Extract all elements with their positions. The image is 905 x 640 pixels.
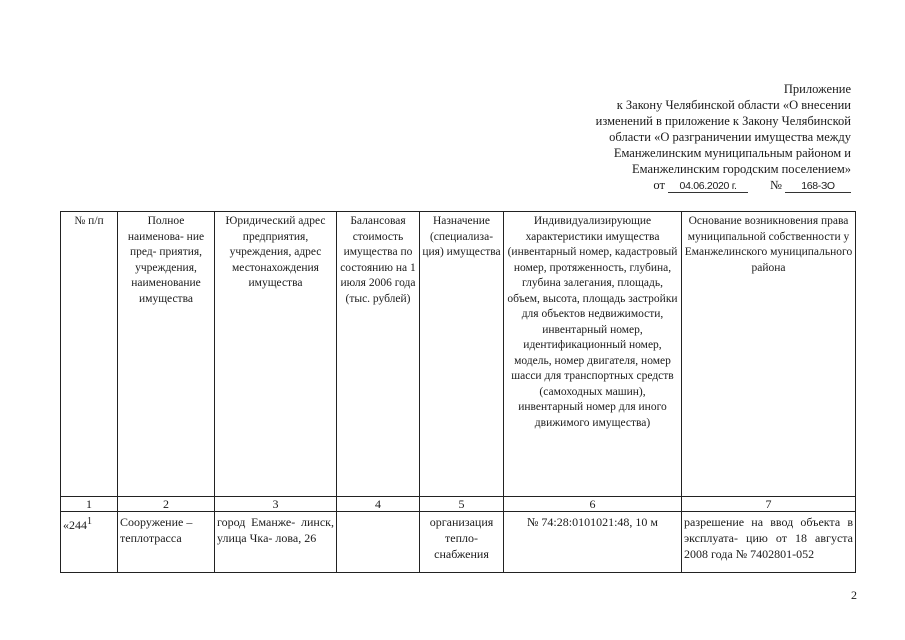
col-header-address: Юридический адрес предприятия, учреждения, адрес местонахождения имущества <box>215 212 337 497</box>
row-number-text: «244 <box>63 518 87 532</box>
column-number-row <box>61 497 856 512</box>
row-number-superscript: 1 <box>87 516 92 527</box>
col-header-basis: Основание возникновения права муниципальной собственности у Еманжелинского муниципального района <box>682 212 856 497</box>
col-header-purpose: Назначение (специализа- ция) имущества <box>420 212 504 497</box>
header-line: Приложение <box>783 82 851 96</box>
column-number: 4 <box>337 497 420 512</box>
number-label: № <box>769 178 782 192</box>
row-purpose: организация тепло- снабжения <box>420 512 504 573</box>
col-header-balance: Балансовая стоимость имущества по состоянию на 1 июля 2006 года (тыс. рублей) <box>337 212 420 497</box>
table-header-row <box>61 212 856 497</box>
law-date-number <box>653 178 851 193</box>
law-number: 168-ЗО <box>785 180 851 193</box>
row-address: город Еманже- линск, улица Чка- лова, 26 <box>215 512 337 573</box>
header-line: к Закону Челябинской области «О внесении <box>616 98 851 112</box>
header-line: Еманжелинским муниципальным районом и <box>613 146 851 160</box>
row-balance <box>337 512 420 573</box>
property-table <box>60 211 856 573</box>
row-name: Сооружение – теплотрасса <box>118 512 215 573</box>
header-line: Еманжелинским городским поселением» <box>632 162 851 176</box>
col-header-characteristics: Индивидуализирующие характеристики имущества (инвентарный номер, кадастровый номер, протяженность, глубина, глубина залегания, площадь, объем, высота, площадь застройки для объектов недвижимости, инвентарный номер, идентификационный номер, модель, номер двигателя, номер шасси для транспортных средств (самоходных машин), инвентарный номер для иного движимого имущества) <box>504 212 682 497</box>
column-number: 2 <box>118 497 215 512</box>
column-number: 6 <box>504 497 682 512</box>
col-header-name: Полное наименова- ние пред- приятия, учреждения, наименование имущества <box>118 212 215 497</box>
column-number: 7 <box>682 497 856 512</box>
from-label: от <box>653 178 665 192</box>
col-header-number: № п/п <box>61 212 118 497</box>
column-number: 5 <box>420 497 504 512</box>
header-line: изменений в приложение к Закону Челябинской <box>595 114 851 128</box>
table-row <box>61 512 856 573</box>
column-number: 1 <box>61 497 118 512</box>
column-number: 3 <box>215 497 337 512</box>
law-date: 04.06.2020 г. <box>668 180 748 193</box>
row-basis: разрешение на ввод объекта в эксплуата- цию от 18 августа 2008 года № 7402801-052 <box>682 512 856 573</box>
header-line: области «О разграничении имущества между <box>609 130 851 144</box>
page-number: 2 <box>851 588 857 602</box>
row-characteristics: № 74:28:0101021:48, 10 м <box>504 512 682 573</box>
row-number <box>61 512 118 573</box>
